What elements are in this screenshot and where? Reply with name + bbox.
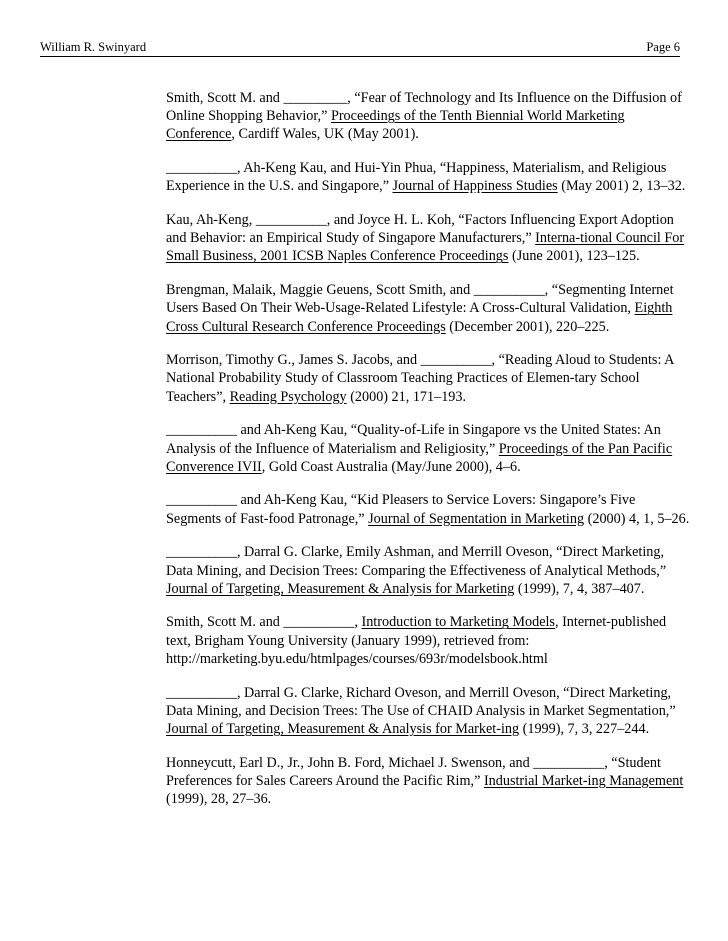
reference-text: (1999), 7, 4, 387–407. (514, 580, 645, 597)
reference-text: (1999), 7, 3, 227–244. (519, 720, 650, 737)
reference-text: Morrison, Timothy G., James S. Jacobs, and __________, “Reading Aloud to Students: A National Probability Study of Classroom Teaching Practices of Elemen-tary School Teachers”, (166, 352, 674, 405)
reference-text: __________ and Ah-Keng Kau, “Quality-of-Life in Singapore vs the United States: An Analysis of the Influence of Materialism and Religiosity,” (166, 422, 661, 457)
reference-source-title: Industrial Market-ing Management (483, 772, 684, 789)
reference-source-title: Proceedings of the Pan Pacific Converence IVII (166, 440, 673, 475)
page-header (40, 40, 680, 57)
reference-source-title: Eighth Cross Cultural Research Conference Proceedings (166, 300, 673, 335)
reference-source-title: Proceedings of the Tenth Biennial World Marketing Conference (166, 108, 625, 143)
reference-text: (June 2001), 123–125. (508, 248, 640, 265)
reference-text: __________, Darral G. Clarke, Emily Ashman, and Merrill Oveson, “Direct Marketing, Data Mining, and Decision Trees: Comparing the Effectiveness of Analytical Methods,” (166, 544, 667, 579)
reference-entry (166, 491, 690, 527)
reference-entry (166, 613, 690, 668)
reference-text: (2000) 4, 1, 5–26. (584, 510, 690, 527)
reference-text: Smith, Scott M. and __________, (166, 614, 362, 631)
reference-entry (166, 211, 690, 266)
reference-text: Kau, Ah-Keng, __________, and Joyce H. L. Koh, “Factors Influencing Export Adoption and Behavior: an Empirical Study of Singapore Manufacturers,” (166, 212, 674, 247)
reference-entry (166, 684, 690, 739)
reference-source-title: Journal of Targeting, Measurement & Analysis for Marketing (166, 580, 515, 597)
reference-text: (May 2001) 2, 13–32. (557, 178, 686, 195)
reference-text: (December 2001), 220–225. (445, 318, 610, 335)
reference-text: , Internet-published text, Brigham Young University (January 1999), retrieved from: http://marketing.byu.edu/htmlpages/courses/693r/modelsbook.html (166, 614, 667, 667)
reference-text: Smith, Scott M. and _________, “Fear of Technology and Its Influence on the Diffusion of Online Shopping Behavior,” (166, 90, 682, 125)
reference-entry (166, 89, 690, 144)
reference-entry (166, 159, 690, 195)
reference-source-title: Journal of Segmentation in Marketing (368, 510, 585, 527)
reference-entry (166, 281, 690, 336)
reference-text: (2000) 21, 171–193. (346, 388, 467, 405)
reference-source-title: Interna-tional Council For Small Business, 2001 ICSB Naples Conference Proceedings (166, 230, 685, 265)
reference-text: __________, Ah-Keng Kau, and Hui-Yin Phua, “Happiness, Materialism, and Religious Experience in the U.S. and Singapore,” (166, 160, 667, 195)
reference-source-title: Introduction to Marketing Models (361, 614, 555, 631)
reference-text: , Gold Coast Australia (May/June 2000), 4–6. (261, 458, 521, 475)
reference-text: Brengman, Malaik, Maggie Geuens, Scott Smith, and __________, “Segmenting Internet Users Based On Their Web-Usage-Related Lifestyle: A Cross-Cultural Validation, (166, 282, 674, 317)
reference-text: __________ and Ah-Keng Kau, “Kid Pleasers to Service Lovers: Singapore’s Five Segments of Fast-food Patronage,” (166, 492, 636, 527)
reference-entry (166, 351, 690, 406)
header-page-number: Page 6 (646, 40, 680, 54)
reference-entry (166, 543, 690, 598)
reference-entry (166, 754, 690, 809)
reference-source-title: Journal of Happiness Studies (392, 178, 558, 195)
reference-text: __________, Darral G. Clarke, Richard Oveson, and Merrill Oveson, “Direct Marketing, Data Mining, and Decision Trees: The Use of CHAID Analysis in Market Segmentation,” (166, 684, 676, 719)
reference-source-title: Reading Psychology (229, 388, 347, 405)
reference-entry (166, 421, 690, 476)
reference-text: (1999), 28, 27–36. (166, 791, 272, 808)
reference-text: Honneycutt, Earl D., Jr., John B. Ford, Michael J. Swenson, and __________, “Student Preferences for Sales Careers Around the Pacific Rim,” (166, 754, 661, 789)
reference-list (166, 89, 690, 824)
reference-source-title: Journal of Targeting, Measurement & Analysis for Market-ing (166, 720, 520, 737)
reference-text: , Cardiff Wales, UK (May 2001). (231, 126, 419, 143)
header-author: William R. Swinyard (40, 40, 147, 54)
